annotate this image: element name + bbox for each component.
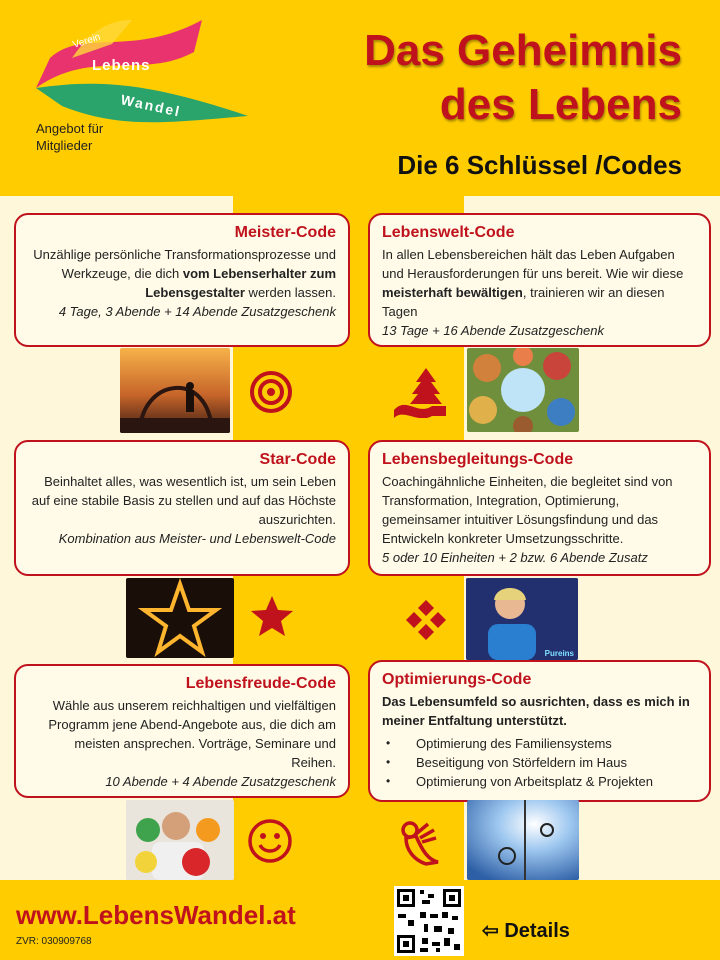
tree-path-icon	[392, 366, 448, 418]
photo-wind-chimes-sky	[467, 800, 579, 880]
card-lebenswelt-code[interactable]	[368, 213, 711, 347]
logo-word-wandel: Wandel	[119, 91, 183, 120]
card-text: In allen Lebensbereichen hält das Leben Aufgaben und Herausforderungen für uns bereit. Wie wir diese meisterhaft bewältigen, trainieren wir an diesen Tagen	[382, 247, 684, 319]
card-star-code[interactable]	[14, 440, 350, 576]
details-link[interactable]: ⇦ Details	[482, 920, 570, 942]
card-text: Unzählige persönliche Transformationsprozesse und Werkzeuge, die dich vom Lebenserhalter zum Lebensgestalter werden lassen.	[33, 247, 336, 300]
card-text: Wähle aus unserem reichhaltigen und vielfältigen Programm jene Abend-Angebote aus, die dich am meisten ansprechen. Vorträge, Seminare und Reihen.	[48, 698, 336, 770]
offer-note	[36, 120, 103, 154]
page-title	[262, 24, 682, 132]
list-item: • Optimierung des Familiensystems	[386, 736, 612, 751]
card-text: Das Lebensumfeld so ausrichten, dass es mich in meiner Entfaltung unterstützt.	[382, 694, 690, 728]
logo-verein-text: Verein	[71, 31, 102, 51]
target-icon	[249, 370, 293, 414]
offer-line-2: Mitglieder	[36, 138, 93, 153]
card-title: Optimierungs-Code	[382, 671, 532, 688]
card-optimierungs-code[interactable]	[368, 660, 711, 802]
title-line-2: des Lebens	[439, 80, 682, 129]
photo-star-lights	[126, 578, 234, 658]
photo-caption: Pureins	[544, 649, 574, 658]
card-title: Lebensbegleitungs-Code	[382, 451, 574, 468]
card-lebensbegleitungs-code[interactable]	[368, 440, 711, 576]
card-title: Star-Code	[259, 451, 336, 468]
lebenswandel-logo[interactable]	[22, 18, 252, 128]
photo-man-with-toys	[126, 800, 234, 880]
qr-code[interactable]	[394, 886, 464, 956]
title-line-1: Das Geheimnis	[364, 26, 682, 75]
offer-line-1: Angebot für	[36, 121, 104, 136]
page-subtitle: Die 6 Schlüssel /Codes	[397, 150, 682, 180]
card-title: Meister-Code	[234, 224, 336, 241]
card-text: Coachingähnliche Einheiten, die begleitet sind von Transformation, Integration, Optimierung, gemeinsamer intuitiver Lösungsfindung und das Entwickeln konkreter Umsetzungsschritte.	[382, 474, 673, 546]
card-info: 5 oder 10 Einheiten + 2 bzw. 6 Abende Zusatz	[382, 550, 648, 565]
website-link[interactable]: www.LebensWandel.at	[16, 900, 296, 930]
card-info: 4 Tage, 3 Abende + 14 Abende Zusatzgeschenk	[58, 304, 336, 319]
ok-hand-icon	[398, 816, 442, 866]
card-meister-code[interactable]	[14, 213, 350, 347]
card-info: 10 Abende + 4 Abende Zusatzgeschenk	[105, 774, 336, 789]
registration-number: ZVR: 030909768	[16, 936, 92, 947]
list-item: • Beseitigung von Störfeldern im Haus	[386, 755, 628, 770]
card-info: Kombination aus Meister- und Lebenswelt-Code	[58, 531, 336, 546]
card-info: 13 Tage + 16 Abende Zusatzgeschenk	[382, 323, 605, 338]
photo-circle-of-people	[467, 348, 579, 432]
optimierung-list	[382, 734, 697, 791]
smiley-icon	[247, 818, 293, 864]
photo-smiling-woman	[466, 578, 578, 660]
card-lebensfreude-code[interactable]	[14, 664, 350, 798]
card-title: Lebenswelt-Code	[382, 224, 515, 241]
photo-sunset-man	[120, 348, 230, 433]
star-icon	[249, 594, 295, 638]
diamond-cluster-icon	[404, 598, 448, 642]
list-item: • Optimierung von Arbeitsplatz & Projekten	[386, 774, 654, 789]
card-text: Beinhaltet alles, was wesentlich ist, um sein Leben auf eine stabile Basis zu stellen und auf das Höchste auszurichten.	[31, 474, 336, 527]
card-title: Lebensfreude-Code	[185, 675, 336, 692]
logo-word-lebens: Lebens	[92, 57, 151, 74]
